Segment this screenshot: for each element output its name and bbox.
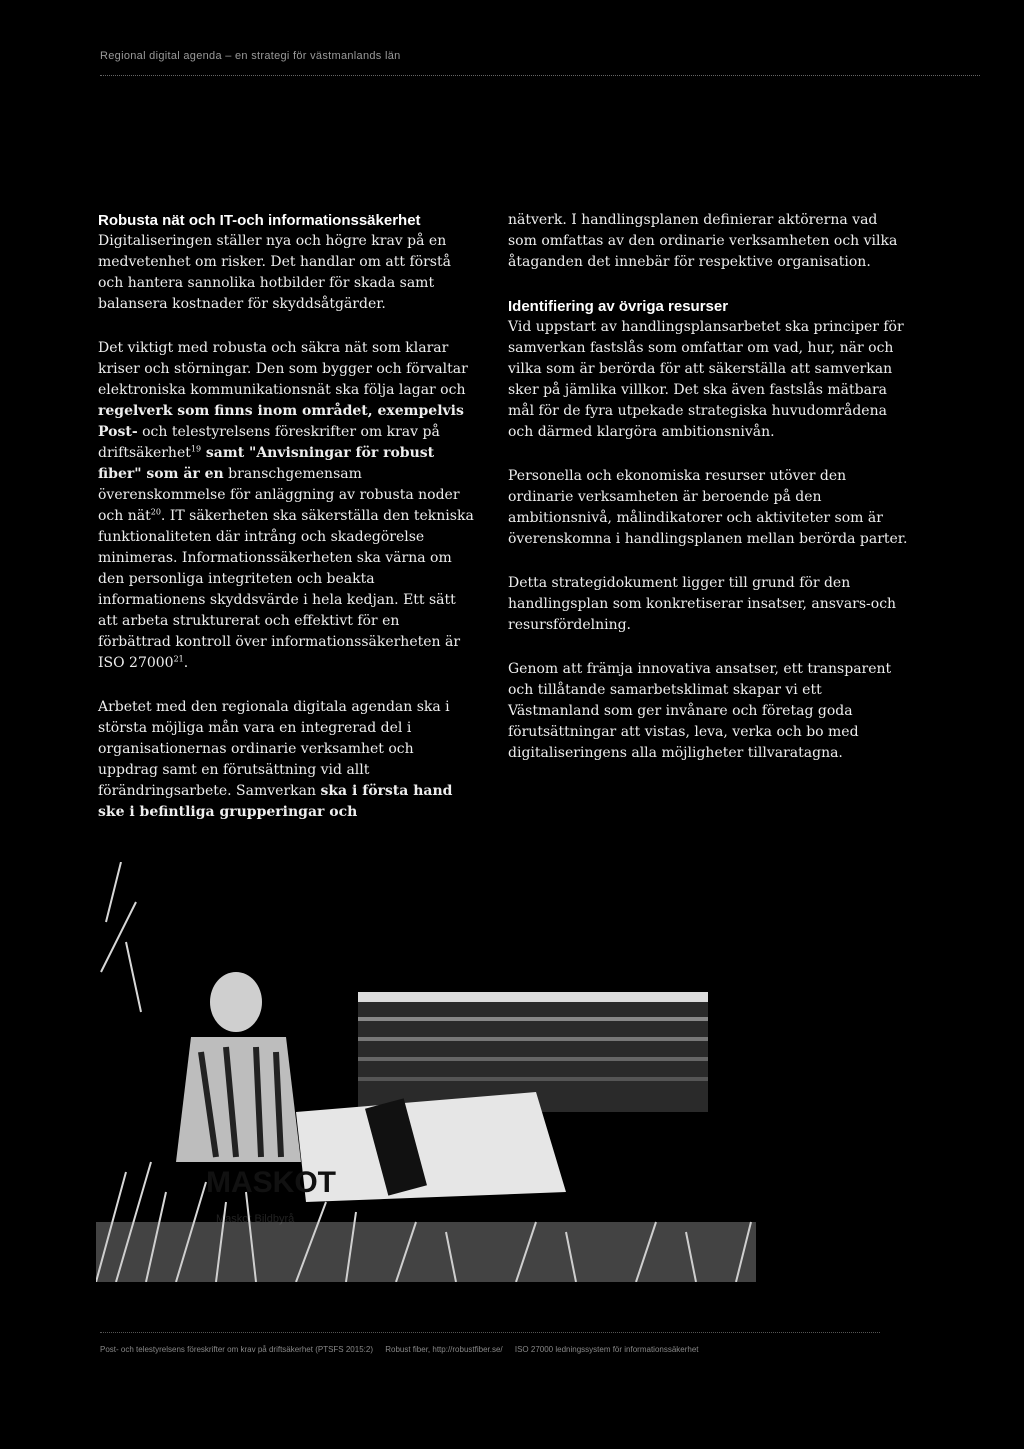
text-span: och telestyrelsens föreskrifter om krav på driftsäkerhet [98, 424, 440, 461]
photo-credit: Maskot Bildbyrå [216, 1213, 295, 1225]
footnote-19: Post- och telestyrelsens föreskrifter om krav på driftsäkerhet (PTSFS 2015:2) [100, 1345, 373, 1354]
text-span-bold: ska i första hand ske i befintliga grupperingar och [98, 783, 453, 820]
footnote-20: Robust fiber, http://robustfiber.se/ [385, 1345, 503, 1354]
text-span: Det viktigt med robusta och säkra nät som klarar kriser och störningar. Den som bygger och förvaltar elektroniska kommunikationsnät ska följa lagar och [98, 340, 468, 398]
machine-brand-label: MASKOT [206, 1166, 336, 1199]
paragraph-uppstart: Vid uppstart av handlingsplansarbetet ska principer för samverkan fastslås som omfattar om vad, hur, när och vilka som är berörda för att säkerställa att samverkan sker på jämlika villkor. Det ska även fastslås mätbara mål för de fyra utpekade strategiska huvudområdena och därmed klargöra ambitionsnivån. [508, 319, 904, 440]
right-column [508, 210, 908, 787]
paragraph-digitalisering: Digitaliseringen ställer nya och högre krav på en medvetenhet om risker. Det handlar om att förstå och hantera sannolika hotbilder för skada samt balansera kostnader för skyddsåtgärder. [98, 233, 451, 312]
paragraph-arbetet [98, 697, 476, 823]
header-divider [100, 75, 980, 76]
paragraph-strategidokument: Detta strategidokument ligger till grund för den handlingsplan som konkretiserar insatser, ansvars-och resursfördelning. [508, 575, 897, 633]
text-span: branschgemensam överenskommelse för anläggning av robusta noder och nät [98, 466, 460, 524]
footnote-ref-19: 19 [190, 444, 202, 454]
paragraph-personella: Personella och ekonomiska resurser utöver den ordinarie verksamheten är beroende på den ambitionsnivå, målindikatorer och aktiviteter som är överenskomna i handlingsplanen mellan berörda parter. [508, 468, 908, 547]
text-span: . IT säkerheten ska säkerställa den tekniska funktionaliteten där intrång och skadegörelse minimeras. Informationssäkerheten ska värna om den personliga integriteten och beakta informationens skyddsvärde i hela kedjan. Ett sätt att arbeta strukturerat och effektivt för en förbättrad kontroll över informationssäkerheten är ISO 27000 [98, 508, 474, 671]
footnotes [100, 1345, 709, 1354]
paragraph-natverk: nätverk. I handlingsplanen definierar aktörerna vad som omfattas av den ordinarie verksamheten och vilka åtaganden det innebär för respektive organisation. [508, 212, 898, 270]
text-span: . [183, 655, 189, 671]
section-heading-robusta-nat: Robusta nät och IT-och informationssäkerhet [98, 212, 421, 229]
paragraph-genom-att: Genom att främja innovativa ansatser, ett transparent och tillåtande samarbetsklimat skapar vi ett Västmanland som ger invånare och företag goda förutsättningar att vistas, leva, verka och bo med digitaliseringens alla möjligheter tillvaratagna. [508, 661, 892, 761]
farmer-photo [96, 862, 756, 1282]
footnote-ref-20: 20 [150, 507, 161, 517]
text-span-bold: regelverk som finns inom området, exempelvis Post- [98, 403, 464, 440]
text-span: Arbetet med den regionala digitala agendan ska i största möjliga mån vara en integrerad del i organisationernas ordinarie verksamhet och uppdrag samt en förutsättning vid allt förändringsarbete. Samverkan [98, 699, 450, 799]
footer-divider [100, 1332, 880, 1333]
paragraph-robusta-nat [98, 338, 476, 674]
text-span-bold: samt "Anvisningar för robust fiber" som är en [98, 445, 435, 482]
running-header: Regional digital agenda – en strategi för västmanlands län [100, 50, 401, 62]
left-column [98, 210, 476, 846]
footnote-21: ISO 27000 ledningssystem för informationssäkerhet [514, 1345, 699, 1354]
footnote-ref-21: 21 [173, 654, 184, 664]
section-heading-identifiering: Identifiering av övriga resurser [508, 298, 729, 315]
